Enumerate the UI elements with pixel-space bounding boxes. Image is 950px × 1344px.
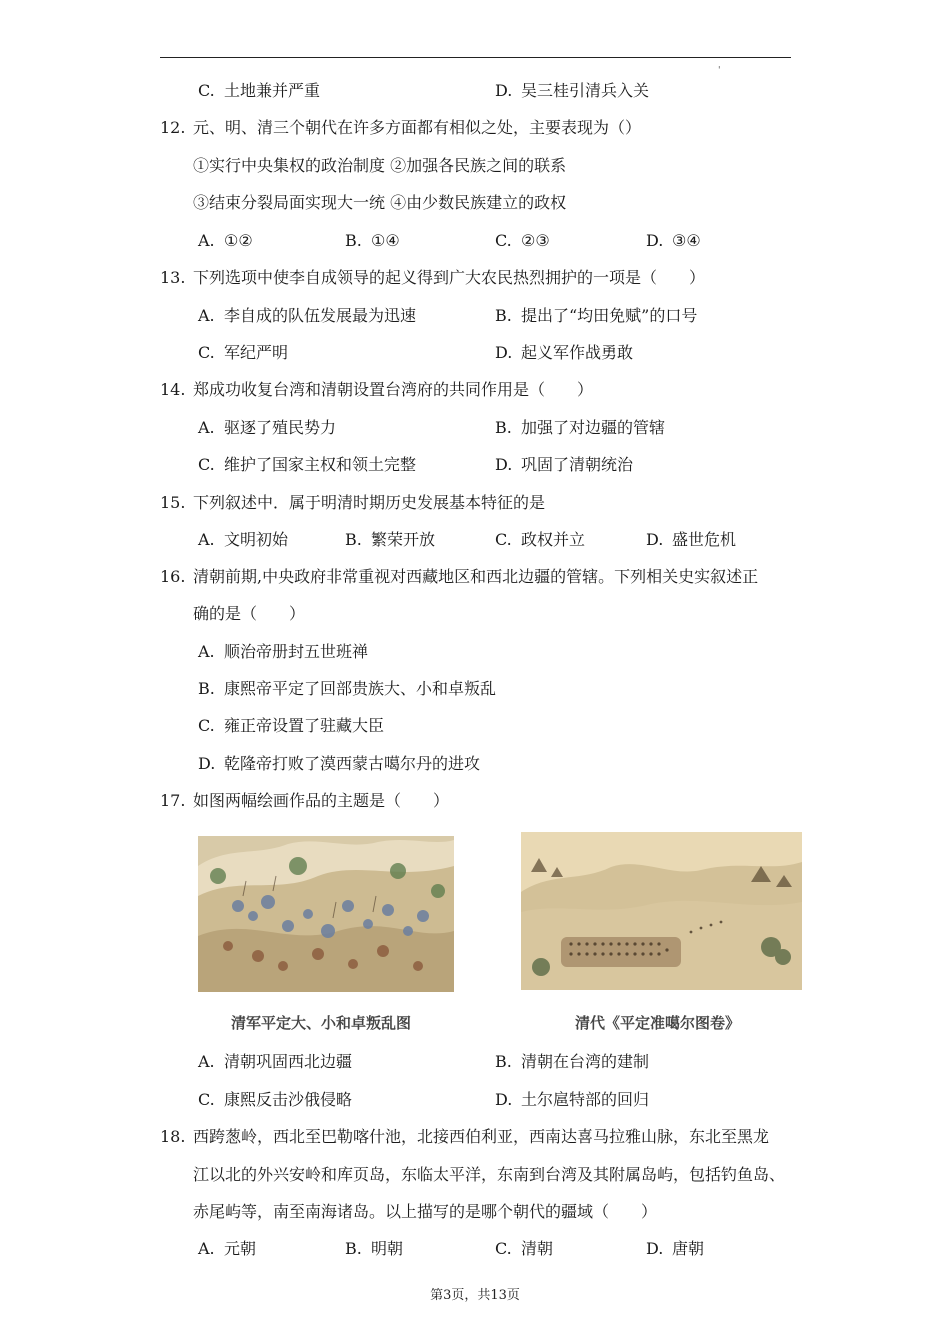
q15-option-a[interactable]: A. 文明初始 <box>198 530 289 549</box>
q12-option-a[interactable]: A. ①② <box>198 231 253 250</box>
header-rule <box>160 57 791 58</box>
q16-option-b[interactable]: B. 康熙帝平定了回部贵族大、小和卓叛乱 <box>198 679 497 698</box>
q13-option-c[interactable]: C. 军纪严明 <box>198 343 289 362</box>
caption-left: 清军平定大、小和卓叛乱图 <box>231 1014 412 1032</box>
q17-option-c[interactable]: C. 康熙反击沙俄侵略 <box>198 1090 353 1109</box>
q16-option-c[interactable]: C. 雍正帝设置了驻藏大臣 <box>198 716 385 735</box>
q12-items-1: ①实行中央集权的政治制度 ②加强各民族之间的联系 <box>193 156 567 175</box>
q13-option-a[interactable]: A. 李自成的队伍发展最为迅速 <box>198 306 417 325</box>
q16-option-d[interactable]: D. 乾隆帝打败了漠西蒙古噶尔丹的进攻 <box>198 754 481 773</box>
painting-pingding-zhungeer-art <box>521 832 802 990</box>
q17-option-d[interactable]: D. 土尔扈特部的回归 <box>495 1090 650 1109</box>
q12-items-2: ③结束分裂局面实现大一统 ④由少数民族建立的政权 <box>193 193 567 212</box>
caption-right: 清代《平定准噶尔图卷》 <box>575 1014 741 1032</box>
q16-stem-2: 确的是（ ） <box>193 604 306 623</box>
q11-option-d[interactable]: D. 吴三桂引清兵入关 <box>495 81 650 100</box>
q18-option-a[interactable]: A. 元朝 <box>198 1239 257 1258</box>
q14-option-b[interactable]: B. 加强了对边疆的管辖 <box>495 418 666 437</box>
q17-option-a[interactable]: A. 清朝巩固西北边疆 <box>198 1052 353 1071</box>
q12-option-d[interactable]: D. ③④ <box>646 231 701 250</box>
q12-option-c[interactable]: C. ②③ <box>495 231 550 250</box>
q15-option-c[interactable]: C. 政权并立 <box>495 530 586 549</box>
header-mark: ' <box>718 66 721 76</box>
painting-pingding-zhungeer <box>521 832 802 990</box>
q14-option-d[interactable]: D. 巩固了清朝统治 <box>495 455 634 474</box>
q18-option-c[interactable]: C. 清朝 <box>495 1239 554 1258</box>
q14-option-c[interactable]: C. 维护了国家主权和领土完整 <box>198 455 417 474</box>
q11-option-c[interactable]: C. 土地兼并严重 <box>198 81 321 100</box>
q12-option-b[interactable]: B. ①④ <box>345 231 400 250</box>
q18-stem-3: 赤尾屿等，南至南海诸岛。以上描写的是哪个朝代的疆域（ ） <box>193 1202 658 1221</box>
painting-dahe-zhuo-rebellion <box>198 836 454 992</box>
q17-option-b[interactable]: B. 清朝在台湾的建制 <box>495 1052 650 1071</box>
q13-option-b[interactable]: B. 提出了“均田免赋”的口号 <box>495 306 698 325</box>
q15-option-d[interactable]: D. 盛世危机 <box>646 530 737 549</box>
q16-option-a[interactable]: A. 顺治帝册封五世班禅 <box>198 642 369 661</box>
q15-option-b[interactable]: B. 繁荣开放 <box>345 530 436 549</box>
q18-option-d[interactable]: D. 唐朝 <box>646 1239 705 1258</box>
q14-option-a[interactable]: A. 驱逐了殖民势力 <box>198 418 337 437</box>
page-footer: 第3页，共13页 <box>430 1288 520 1303</box>
painting-dahe-zhuo-rebellion-art <box>198 836 454 992</box>
q18-option-b[interactable]: B. 明朝 <box>345 1239 404 1258</box>
q18-stem-2: 江以北的外兴安岭和库页岛，东临太平洋，东南到台湾及其附属岛屿，包括钓鱼岛、 <box>193 1165 786 1184</box>
q13-option-d[interactable]: D. 起义军作战勇敢 <box>495 343 634 362</box>
